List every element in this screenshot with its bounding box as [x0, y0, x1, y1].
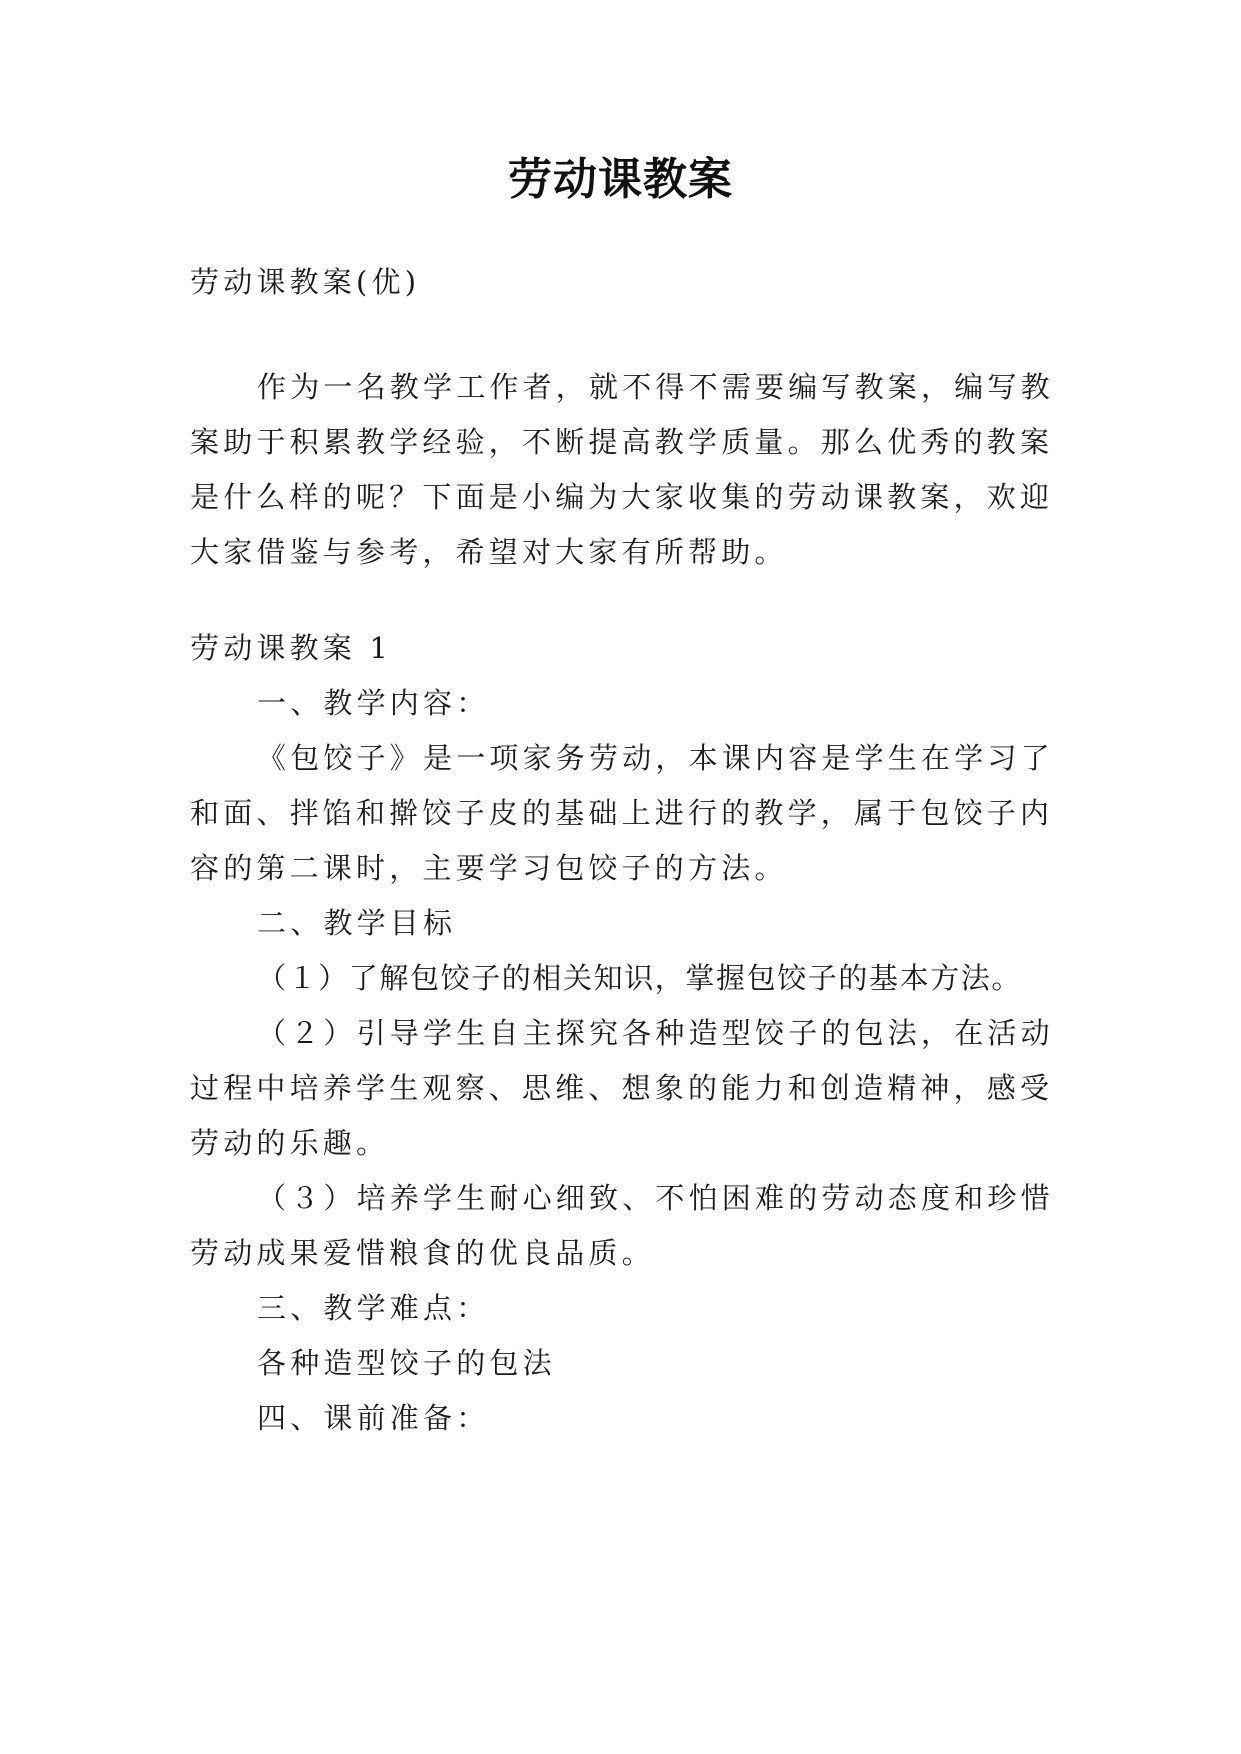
document-title: 劳动课教案	[508, 154, 733, 205]
content-line: 《包饺子》是一项家务劳动，本课内容是学生在学习了	[257, 741, 1054, 775]
intro-line: 大家借鉴与参考，希望对大家有所帮助。	[190, 535, 788, 569]
goal-item-3-line: （３）培养学生耐心细致、不怕困难的劳动态度和珍惜	[257, 1181, 1054, 1215]
goal-item-2-line: （２）引导学生自主探究各种造型饺子的包法，在活动	[257, 1016, 1054, 1050]
heading-teaching-difficulty: 三、教学难点：	[257, 1291, 490, 1325]
intro-line: 是什么样的呢？下面是小编为大家收集的劳动课教案，欢迎	[190, 480, 1054, 514]
goal-item-2-line: 过程中培养学生观察、思维、想象的能力和创造精神，感受	[190, 1071, 1054, 1105]
content-line: 容的第二课时，主要学习包饺子的方法。	[190, 851, 788, 885]
document-subtitle: 劳动课教案(优)	[190, 265, 421, 299]
heading-teaching-content: 一、教学内容：	[257, 686, 490, 720]
goal-item-1: （１）了解包饺子的相关知识，掌握包饺子的基本方法。	[257, 961, 1023, 995]
goal-item-2-line: 劳动的乐趣。	[190, 1126, 390, 1160]
intro-line: 作为一名教学工作者，就不得不需要编写教案，编写教	[257, 370, 1054, 404]
heading-teaching-goals: 二、教学目标	[257, 906, 457, 940]
section-title: 劳动课教案 1	[190, 631, 393, 665]
heading-preparation: 四、课前准备：	[257, 1401, 490, 1435]
intro-line: 案助于积累教学经验，不断提高教学质量。那么优秀的教案	[190, 425, 1054, 459]
content-line: 和面、拌馅和擀饺子皮的基础上进行的教学，属于包饺子内	[190, 796, 1054, 830]
goal-item-3-line: 劳动成果爱惜粮食的优良品质。	[190, 1236, 655, 1270]
difficulty-text: 各种造型饺子的包法	[257, 1346, 556, 1380]
